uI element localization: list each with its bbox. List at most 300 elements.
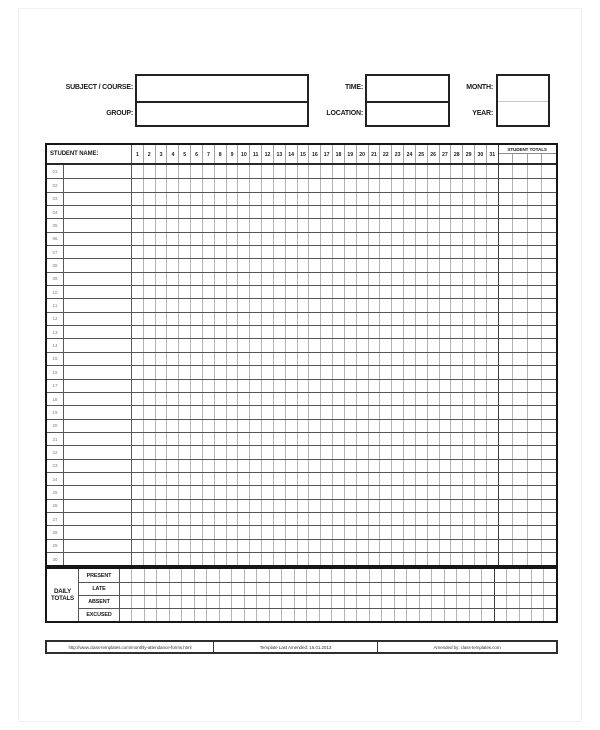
attendance-cell-day-23[interactable]	[391, 339, 403, 351]
attendance-cell-day-12[interactable]	[261, 299, 273, 311]
attendance-cell-day-7[interactable]	[202, 246, 214, 258]
attendance-cell-day-22[interactable]	[379, 206, 391, 218]
attendance-cell-day-23[interactable]	[391, 206, 403, 218]
attendance-cell-day-5[interactable]	[178, 206, 190, 218]
attendance-cell-day-11[interactable]	[249, 526, 261, 538]
attendance-cell-day-4[interactable]	[166, 526, 178, 538]
attendance-cell-day-24[interactable]	[403, 165, 415, 178]
attendance-cell-day-24[interactable]	[403, 393, 415, 405]
attendance-cell-day-26[interactable]	[427, 286, 439, 298]
attendance-cell-day-11[interactable]	[249, 433, 261, 445]
attendance-cell-day-19[interactable]	[344, 366, 356, 378]
attendance-cell-day-10[interactable]	[237, 246, 249, 258]
attendance-cell-day-1[interactable]	[131, 460, 143, 472]
student-name-cell[interactable]	[63, 380, 131, 392]
attendance-cell-day-22[interactable]	[379, 179, 391, 191]
attendance-cell-day-1[interactable]	[131, 313, 143, 325]
attendance-cell-day-8[interactable]	[214, 246, 226, 258]
attendance-cell-day-1[interactable]	[131, 179, 143, 191]
attendance-cell-day-9[interactable]	[226, 380, 238, 392]
attendance-cell-day-27[interactable]	[439, 286, 451, 298]
attendance-cell-day-9[interactable]	[226, 353, 238, 365]
attendance-cell-day-31[interactable]	[486, 446, 498, 458]
attendance-cell-day-1[interactable]	[131, 526, 143, 538]
attendance-cell-day-15[interactable]	[297, 339, 309, 351]
attendance-cell-day-29[interactable]	[462, 273, 474, 285]
attendance-cell-day-5[interactable]	[178, 540, 190, 552]
attendance-cell-day-11[interactable]	[249, 540, 261, 552]
attendance-cell-day-2[interactable]	[143, 393, 155, 405]
attendance-cell-day-24[interactable]	[403, 273, 415, 285]
attendance-cell-day-28[interactable]	[450, 273, 462, 285]
attendance-cell-day-1[interactable]	[131, 366, 143, 378]
attendance-cell-day-29[interactable]	[462, 380, 474, 392]
attendance-cell-day-8[interactable]	[214, 553, 226, 565]
attendance-cell-day-3[interactable]	[155, 286, 167, 298]
attendance-cell-day-7[interactable]	[202, 259, 214, 271]
attendance-cell-day-21[interactable]	[368, 540, 380, 552]
attendance-cell-day-17[interactable]	[320, 353, 332, 365]
attendance-cell-day-27[interactable]	[439, 380, 451, 392]
attendance-cell-day-23[interactable]	[391, 393, 403, 405]
attendance-cell-day-27[interactable]	[439, 233, 451, 245]
attendance-cell-day-10[interactable]	[237, 486, 249, 498]
attendance-cell-day-21[interactable]	[368, 165, 380, 178]
attendance-cell-day-17[interactable]	[320, 206, 332, 218]
attendance-cell-day-26[interactable]	[427, 326, 439, 338]
attendance-cell-day-16[interactable]	[308, 233, 320, 245]
attendance-cell-day-5[interactable]	[178, 313, 190, 325]
attendance-cell-day-1[interactable]	[131, 433, 143, 445]
attendance-cell-day-18[interactable]	[332, 446, 344, 458]
attendance-cell-day-13[interactable]	[273, 446, 285, 458]
attendance-cell-day-31[interactable]	[486, 273, 498, 285]
attendance-cell-day-1[interactable]	[131, 193, 143, 205]
attendance-cell-day-29[interactable]	[462, 219, 474, 231]
attendance-cell-day-12[interactable]	[261, 246, 273, 258]
attendance-cell-day-31[interactable]	[486, 553, 498, 565]
attendance-cell-day-23[interactable]	[391, 460, 403, 472]
attendance-cell-day-16[interactable]	[308, 259, 320, 271]
attendance-cell-day-14[interactable]	[285, 273, 297, 285]
attendance-cell-day-10[interactable]	[237, 259, 249, 271]
attendance-cell-day-8[interactable]	[214, 433, 226, 445]
attendance-cell-day-22[interactable]	[379, 446, 391, 458]
attendance-cell-day-22[interactable]	[379, 433, 391, 445]
attendance-cell-day-30[interactable]	[474, 193, 486, 205]
attendance-cell-day-19[interactable]	[344, 339, 356, 351]
attendance-cell-day-15[interactable]	[297, 326, 309, 338]
attendance-cell-day-23[interactable]	[391, 433, 403, 445]
attendance-cell-day-3[interactable]	[155, 540, 167, 552]
attendance-cell-day-7[interactable]	[202, 486, 214, 498]
attendance-cell-day-24[interactable]	[403, 433, 415, 445]
attendance-cell-day-16[interactable]	[308, 486, 320, 498]
attendance-cell-day-13[interactable]	[273, 500, 285, 512]
attendance-cell-day-22[interactable]	[379, 339, 391, 351]
attendance-cell-day-10[interactable]	[237, 286, 249, 298]
attendance-cell-day-10[interactable]	[237, 219, 249, 231]
attendance-cell-day-1[interactable]	[131, 406, 143, 418]
attendance-cell-day-6[interactable]	[190, 313, 202, 325]
attendance-cell-day-4[interactable]	[166, 540, 178, 552]
attendance-cell-day-1[interactable]	[131, 299, 143, 311]
attendance-cell-day-6[interactable]	[190, 339, 202, 351]
attendance-cell-day-25[interactable]	[415, 513, 427, 525]
attendance-cell-day-19[interactable]	[344, 486, 356, 498]
attendance-cell-day-9[interactable]	[226, 206, 238, 218]
attendance-cell-day-31[interactable]	[486, 406, 498, 418]
attendance-cell-day-14[interactable]	[285, 233, 297, 245]
attendance-cell-day-8[interactable]	[214, 286, 226, 298]
attendance-cell-day-9[interactable]	[226, 339, 238, 351]
attendance-cell-day-15[interactable]	[297, 553, 309, 565]
attendance-cell-day-1[interactable]	[131, 246, 143, 258]
attendance-cell-day-9[interactable]	[226, 486, 238, 498]
attendance-cell-day-21[interactable]	[368, 486, 380, 498]
attendance-cell-day-21[interactable]	[368, 313, 380, 325]
attendance-cell-day-8[interactable]	[214, 380, 226, 392]
attendance-cell-day-26[interactable]	[427, 540, 439, 552]
attendance-cell-day-1[interactable]	[131, 339, 143, 351]
attendance-cell-day-29[interactable]	[462, 259, 474, 271]
attendance-cell-day-6[interactable]	[190, 460, 202, 472]
attendance-cell-day-5[interactable]	[178, 165, 190, 178]
attendance-cell-day-16[interactable]	[308, 339, 320, 351]
attendance-cell-day-12[interactable]	[261, 326, 273, 338]
attendance-cell-day-1[interactable]	[131, 219, 143, 231]
attendance-cell-day-4[interactable]	[166, 219, 178, 231]
attendance-cell-day-20[interactable]	[356, 219, 368, 231]
attendance-cell-day-15[interactable]	[297, 473, 309, 485]
attendance-cell-day-17[interactable]	[320, 380, 332, 392]
attendance-cell-day-31[interactable]	[486, 380, 498, 392]
attendance-cell-day-19[interactable]	[344, 165, 356, 178]
attendance-cell-day-31[interactable]	[486, 540, 498, 552]
attendance-cell-day-2[interactable]	[143, 500, 155, 512]
attendance-cell-day-16[interactable]	[308, 460, 320, 472]
attendance-cell-day-15[interactable]	[297, 380, 309, 392]
attendance-cell-day-15[interactable]	[297, 540, 309, 552]
attendance-cell-day-9[interactable]	[226, 259, 238, 271]
attendance-cell-day-10[interactable]	[237, 233, 249, 245]
attendance-cell-day-15[interactable]	[297, 433, 309, 445]
attendance-cell-day-2[interactable]	[143, 473, 155, 485]
attendance-cell-day-22[interactable]	[379, 473, 391, 485]
attendance-cell-day-24[interactable]	[403, 446, 415, 458]
attendance-cell-day-30[interactable]	[474, 326, 486, 338]
attendance-cell-day-6[interactable]	[190, 446, 202, 458]
attendance-cell-day-20[interactable]	[356, 513, 368, 525]
attendance-cell-day-6[interactable]	[190, 219, 202, 231]
attendance-cell-day-18[interactable]	[332, 326, 344, 338]
attendance-cell-day-18[interactable]	[332, 165, 344, 178]
attendance-cell-day-19[interactable]	[344, 299, 356, 311]
attendance-cell-day-5[interactable]	[178, 366, 190, 378]
attendance-cell-day-3[interactable]	[155, 326, 167, 338]
attendance-cell-day-3[interactable]	[155, 473, 167, 485]
attendance-cell-day-24[interactable]	[403, 380, 415, 392]
student-name-cell[interactable]	[63, 460, 131, 472]
attendance-cell-day-20[interactable]	[356, 273, 368, 285]
attendance-cell-day-30[interactable]	[474, 406, 486, 418]
attendance-cell-day-30[interactable]	[474, 380, 486, 392]
attendance-cell-day-29[interactable]	[462, 165, 474, 178]
attendance-cell-day-3[interactable]	[155, 259, 167, 271]
attendance-cell-day-5[interactable]	[178, 353, 190, 365]
attendance-cell-day-21[interactable]	[368, 446, 380, 458]
attendance-cell-day-20[interactable]	[356, 433, 368, 445]
attendance-cell-day-16[interactable]	[308, 513, 320, 525]
attendance-cell-day-27[interactable]	[439, 259, 451, 271]
attendance-cell-day-7[interactable]	[202, 393, 214, 405]
attendance-cell-day-21[interactable]	[368, 420, 380, 432]
attendance-cell-day-29[interactable]	[462, 553, 474, 565]
attendance-cell-day-20[interactable]	[356, 286, 368, 298]
attendance-cell-day-3[interactable]	[155, 299, 167, 311]
attendance-cell-day-22[interactable]	[379, 380, 391, 392]
attendance-cell-day-7[interactable]	[202, 233, 214, 245]
attendance-cell-day-8[interactable]	[214, 193, 226, 205]
attendance-cell-day-15[interactable]	[297, 259, 309, 271]
attendance-cell-day-12[interactable]	[261, 165, 273, 178]
attendance-cell-day-18[interactable]	[332, 473, 344, 485]
attendance-cell-day-17[interactable]	[320, 273, 332, 285]
student-name-cell[interactable]	[63, 486, 131, 498]
attendance-cell-day-9[interactable]	[226, 366, 238, 378]
attendance-cell-day-5[interactable]	[178, 393, 190, 405]
attendance-cell-day-14[interactable]	[285, 460, 297, 472]
attendance-cell-day-3[interactable]	[155, 513, 167, 525]
attendance-cell-day-8[interactable]	[214, 393, 226, 405]
attendance-cell-day-30[interactable]	[474, 246, 486, 258]
attendance-cell-day-12[interactable]	[261, 179, 273, 191]
attendance-cell-day-16[interactable]	[308, 206, 320, 218]
attendance-cell-day-12[interactable]	[261, 500, 273, 512]
attendance-cell-day-5[interactable]	[178, 553, 190, 565]
attendance-cell-day-12[interactable]	[261, 433, 273, 445]
attendance-cell-day-25[interactable]	[415, 366, 427, 378]
attendance-cell-day-4[interactable]	[166, 513, 178, 525]
attendance-cell-day-29[interactable]	[462, 460, 474, 472]
attendance-cell-day-13[interactable]	[273, 406, 285, 418]
attendance-cell-day-10[interactable]	[237, 526, 249, 538]
attendance-cell-day-16[interactable]	[308, 366, 320, 378]
attendance-cell-day-27[interactable]	[439, 420, 451, 432]
attendance-cell-day-9[interactable]	[226, 165, 238, 178]
attendance-cell-day-31[interactable]	[486, 486, 498, 498]
attendance-cell-day-20[interactable]	[356, 500, 368, 512]
year-field[interactable]	[498, 101, 548, 126]
attendance-cell-day-6[interactable]	[190, 420, 202, 432]
attendance-cell-day-12[interactable]	[261, 553, 273, 565]
attendance-cell-day-18[interactable]	[332, 486, 344, 498]
attendance-cell-day-16[interactable]	[308, 473, 320, 485]
attendance-cell-day-5[interactable]	[178, 326, 190, 338]
attendance-cell-day-14[interactable]	[285, 299, 297, 311]
attendance-cell-day-9[interactable]	[226, 286, 238, 298]
attendance-cell-day-29[interactable]	[462, 393, 474, 405]
attendance-cell-day-20[interactable]	[356, 259, 368, 271]
attendance-cell-day-27[interactable]	[439, 299, 451, 311]
attendance-cell-day-25[interactable]	[415, 420, 427, 432]
attendance-cell-day-2[interactable]	[143, 540, 155, 552]
attendance-cell-day-6[interactable]	[190, 513, 202, 525]
attendance-cell-day-17[interactable]	[320, 313, 332, 325]
attendance-cell-day-27[interactable]	[439, 193, 451, 205]
student-name-cell[interactable]	[63, 246, 131, 258]
attendance-cell-day-1[interactable]	[131, 540, 143, 552]
attendance-cell-day-27[interactable]	[439, 246, 451, 258]
attendance-cell-day-27[interactable]	[439, 553, 451, 565]
attendance-cell-day-16[interactable]	[308, 420, 320, 432]
attendance-cell-day-10[interactable]	[237, 193, 249, 205]
attendance-cell-day-24[interactable]	[403, 500, 415, 512]
attendance-cell-day-6[interactable]	[190, 393, 202, 405]
attendance-cell-day-23[interactable]	[391, 380, 403, 392]
attendance-cell-day-16[interactable]	[308, 299, 320, 311]
attendance-cell-day-28[interactable]	[450, 246, 462, 258]
attendance-cell-day-19[interactable]	[344, 326, 356, 338]
attendance-cell-day-18[interactable]	[332, 526, 344, 538]
attendance-cell-day-9[interactable]	[226, 246, 238, 258]
attendance-cell-day-22[interactable]	[379, 540, 391, 552]
attendance-cell-day-14[interactable]	[285, 219, 297, 231]
attendance-cell-day-14[interactable]	[285, 526, 297, 538]
attendance-cell-day-12[interactable]	[261, 366, 273, 378]
attendance-cell-day-13[interactable]	[273, 526, 285, 538]
attendance-cell-day-14[interactable]	[285, 473, 297, 485]
attendance-cell-day-29[interactable]	[462, 433, 474, 445]
attendance-cell-day-11[interactable]	[249, 273, 261, 285]
attendance-cell-day-15[interactable]	[297, 246, 309, 258]
attendance-cell-day-6[interactable]	[190, 553, 202, 565]
attendance-cell-day-1[interactable]	[131, 326, 143, 338]
attendance-cell-day-14[interactable]	[285, 165, 297, 178]
attendance-cell-day-2[interactable]	[143, 313, 155, 325]
attendance-cell-day-10[interactable]	[237, 406, 249, 418]
attendance-cell-day-17[interactable]	[320, 326, 332, 338]
attendance-cell-day-8[interactable]	[214, 486, 226, 498]
attendance-cell-day-20[interactable]	[356, 553, 368, 565]
attendance-cell-day-20[interactable]	[356, 233, 368, 245]
attendance-cell-day-7[interactable]	[202, 286, 214, 298]
attendance-cell-day-22[interactable]	[379, 313, 391, 325]
attendance-cell-day-13[interactable]	[273, 473, 285, 485]
attendance-cell-day-7[interactable]	[202, 313, 214, 325]
attendance-cell-day-1[interactable]	[131, 380, 143, 392]
attendance-cell-day-6[interactable]	[190, 299, 202, 311]
attendance-cell-day-21[interactable]	[368, 286, 380, 298]
attendance-cell-day-3[interactable]	[155, 193, 167, 205]
attendance-cell-day-18[interactable]	[332, 233, 344, 245]
attendance-cell-day-4[interactable]	[166, 553, 178, 565]
attendance-cell-day-21[interactable]	[368, 406, 380, 418]
attendance-cell-day-2[interactable]	[143, 380, 155, 392]
attendance-cell-day-28[interactable]	[450, 500, 462, 512]
attendance-cell-day-12[interactable]	[261, 420, 273, 432]
attendance-cell-day-8[interactable]	[214, 326, 226, 338]
attendance-cell-day-3[interactable]	[155, 179, 167, 191]
attendance-cell-day-28[interactable]	[450, 420, 462, 432]
attendance-cell-day-18[interactable]	[332, 339, 344, 351]
attendance-cell-day-29[interactable]	[462, 486, 474, 498]
attendance-cell-day-26[interactable]	[427, 553, 439, 565]
attendance-cell-day-26[interactable]	[427, 420, 439, 432]
attendance-cell-day-30[interactable]	[474, 486, 486, 498]
attendance-cell-day-18[interactable]	[332, 540, 344, 552]
attendance-cell-day-18[interactable]	[332, 193, 344, 205]
attendance-cell-day-8[interactable]	[214, 165, 226, 178]
attendance-cell-day-22[interactable]	[379, 513, 391, 525]
attendance-cell-day-25[interactable]	[415, 553, 427, 565]
attendance-cell-day-6[interactable]	[190, 433, 202, 445]
attendance-cell-day-24[interactable]	[403, 286, 415, 298]
attendance-cell-day-19[interactable]	[344, 246, 356, 258]
attendance-cell-day-17[interactable]	[320, 460, 332, 472]
attendance-cell-day-27[interactable]	[439, 206, 451, 218]
attendance-cell-day-23[interactable]	[391, 313, 403, 325]
attendance-cell-day-19[interactable]	[344, 473, 356, 485]
attendance-cell-day-13[interactable]	[273, 460, 285, 472]
attendance-cell-day-19[interactable]	[344, 433, 356, 445]
attendance-cell-day-2[interactable]	[143, 246, 155, 258]
attendance-cell-day-15[interactable]	[297, 286, 309, 298]
attendance-cell-day-15[interactable]	[297, 219, 309, 231]
attendance-cell-day-5[interactable]	[178, 446, 190, 458]
attendance-cell-day-4[interactable]	[166, 326, 178, 338]
attendance-cell-day-21[interactable]	[368, 460, 380, 472]
attendance-cell-day-8[interactable]	[214, 540, 226, 552]
attendance-cell-day-15[interactable]	[297, 460, 309, 472]
attendance-cell-day-20[interactable]	[356, 393, 368, 405]
attendance-cell-day-23[interactable]	[391, 353, 403, 365]
attendance-cell-day-23[interactable]	[391, 486, 403, 498]
attendance-cell-day-22[interactable]	[379, 500, 391, 512]
attendance-cell-day-6[interactable]	[190, 259, 202, 271]
attendance-cell-day-17[interactable]	[320, 420, 332, 432]
attendance-cell-day-25[interactable]	[415, 179, 427, 191]
attendance-cell-day-30[interactable]	[474, 219, 486, 231]
student-name-cell[interactable]	[63, 286, 131, 298]
attendance-cell-day-11[interactable]	[249, 259, 261, 271]
attendance-cell-day-21[interactable]	[368, 553, 380, 565]
attendance-cell-day-28[interactable]	[450, 473, 462, 485]
attendance-cell-day-4[interactable]	[166, 406, 178, 418]
attendance-cell-day-18[interactable]	[332, 313, 344, 325]
attendance-cell-day-25[interactable]	[415, 446, 427, 458]
attendance-cell-day-3[interactable]	[155, 486, 167, 498]
attendance-cell-day-13[interactable]	[273, 259, 285, 271]
attendance-cell-day-6[interactable]	[190, 179, 202, 191]
student-name-cell[interactable]	[63, 273, 131, 285]
attendance-cell-day-6[interactable]	[190, 326, 202, 338]
attendance-cell-day-2[interactable]	[143, 326, 155, 338]
attendance-cell-day-21[interactable]	[368, 339, 380, 351]
attendance-cell-day-12[interactable]	[261, 259, 273, 271]
attendance-cell-day-3[interactable]	[155, 526, 167, 538]
attendance-cell-day-14[interactable]	[285, 366, 297, 378]
attendance-cell-day-28[interactable]	[450, 446, 462, 458]
attendance-cell-day-26[interactable]	[427, 165, 439, 178]
attendance-cell-day-25[interactable]	[415, 540, 427, 552]
attendance-cell-day-8[interactable]	[214, 500, 226, 512]
attendance-cell-day-11[interactable]	[249, 179, 261, 191]
attendance-cell-day-6[interactable]	[190, 473, 202, 485]
attendance-cell-day-30[interactable]	[474, 513, 486, 525]
attendance-cell-day-11[interactable]	[249, 513, 261, 525]
attendance-cell-day-17[interactable]	[320, 233, 332, 245]
